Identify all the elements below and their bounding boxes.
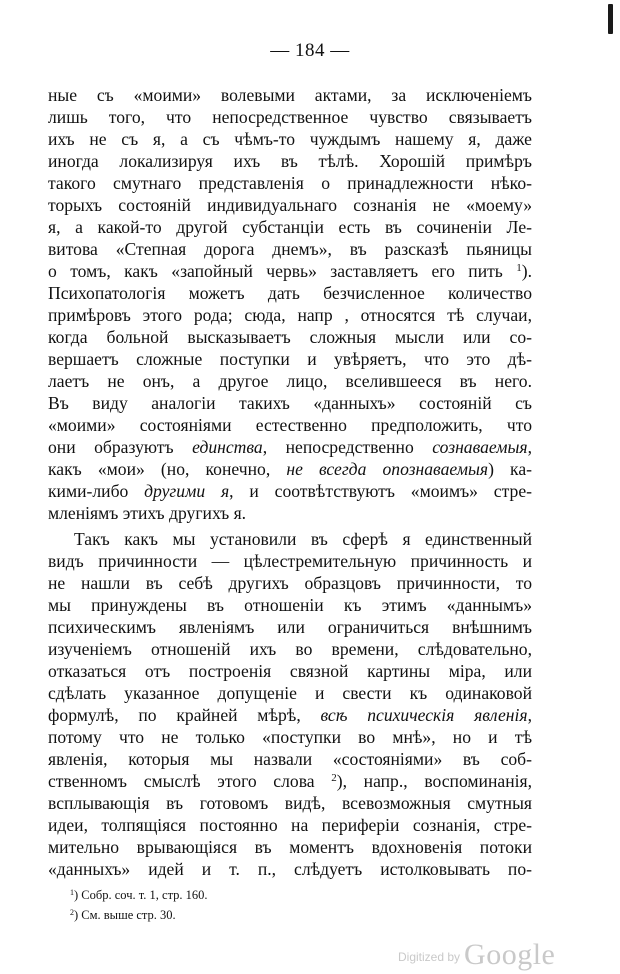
text-run: мленіямъ этихъ другихъ я.	[48, 503, 247, 523]
text-run: изученіемъ отношеній ихъ во времени, слѣдовательно,	[48, 639, 532, 659]
italic-run: сознаваемыя	[432, 437, 528, 457]
text-run: такого смутнаго представленія о принадлежности нѣко-	[48, 173, 532, 193]
text-line	[74, 528, 532, 550]
page-number: — 184 —	[270, 40, 350, 61]
page-edge-mark	[608, 4, 613, 34]
text-run: , и соотвѣтствуютъ «моимъ» стре-	[229, 481, 532, 501]
text-run: вершаетъ сложные поступки и увѣряетъ, что это дѣ-	[48, 349, 532, 369]
text-run: мительно врывающіяся въ моментъ вдохновенія потоки	[48, 837, 532, 857]
italic-run: единства	[192, 437, 263, 457]
footnote	[70, 907, 176, 923]
italic-run: не всегда опознаваемыя	[286, 459, 489, 479]
text-run: Психопатологія можетъ дать безчисленное количество	[48, 283, 532, 303]
text-run: ,	[527, 437, 533, 457]
text-run: явленія, которыя мы назвали «состояніями» въ соб-	[48, 749, 532, 769]
text-line	[48, 836, 532, 858]
text-run: когда больной высказываетъ сложныя мысли или со-	[48, 327, 532, 347]
text-run: идеи, толпящіяся постоянно на периферіи сознанія, стре-	[48, 815, 532, 835]
footnote-mark: 2	[70, 908, 74, 917]
italic-run: другими я	[144, 481, 230, 501]
text-line	[48, 150, 532, 172]
text-run: ) ка-	[488, 459, 532, 479]
text-run: ихъ не съ я, а съ чѣмъ-то чуждымъ нашему я, даже	[48, 129, 532, 149]
text-line	[48, 726, 532, 748]
text-run: примѣровъ этого рода; сюда, напр , относятся тѣ случаи,	[48, 305, 532, 325]
text-line	[48, 84, 532, 106]
text-run: ственномъ смыслѣ этого слова	[48, 771, 332, 791]
text-line	[48, 370, 532, 392]
footnote	[70, 887, 208, 903]
text-line	[48, 572, 532, 594]
text-run: ), напр., воспоминанія,	[336, 771, 532, 791]
text-line	[48, 792, 532, 814]
digitized-by-google-watermark	[398, 938, 555, 972]
text-line	[48, 638, 532, 660]
text-line	[48, 594, 532, 616]
text-line	[48, 748, 532, 770]
text-run: всплывающія въ готовомъ видѣ, всевозможныя смутныя	[48, 793, 532, 813]
text-run: Въ виду аналогіи такихъ «данныхъ» состояній съ	[48, 393, 532, 413]
text-line	[48, 436, 532, 458]
footnote-mark: 1	[70, 888, 74, 897]
text-line	[48, 128, 532, 150]
text-line	[48, 194, 532, 216]
footnote-text: ) См. выше стр. 30.	[74, 908, 176, 922]
text-run: ).	[521, 261, 532, 281]
text-run: какъ «мои» (но, конечно,	[48, 459, 287, 479]
text-line	[48, 550, 532, 572]
text-run: мы принуждены въ отношеніи къ этимъ «даннымъ»	[48, 595, 532, 615]
text-run: видъ причинности — цѣлестремительную причинность и	[48, 551, 532, 571]
footnote-ref: 1	[516, 262, 522, 274]
text-run: отказаться отъ построенія связной картины міра, или	[48, 661, 532, 681]
text-run: ные съ «моими» волевыми актами, за исключеніемъ	[48, 85, 532, 105]
text-run: сдѣлать указанное допущеніе и свести къ одинаковой	[48, 683, 532, 703]
google-logo: Google	[464, 938, 556, 971]
text-run: витова «Степная дорога днемъ», въ разсказѣ пьяницы	[48, 239, 532, 259]
text-run: они образуютъ	[48, 437, 193, 457]
text-line	[48, 704, 532, 726]
text-line	[48, 682, 532, 704]
text-run: о томъ, какъ «запойный червь» заставляетъ его пить	[48, 261, 517, 281]
text-line	[48, 770, 532, 792]
text-run: психическимъ явленіямъ или ограничиться внѣшнимъ	[48, 617, 532, 637]
text-run: «моими» состояніями естественно предположить, что	[48, 415, 532, 435]
text-run: не нашли въ себѣ другихъ образцовъ причинности, то	[48, 573, 532, 593]
text-run: формулѣ, по крайней мѣрѣ,	[48, 705, 321, 725]
text-run: ,	[527, 705, 532, 725]
text-line	[48, 238, 532, 260]
text-run: «данныхъ» идей и т. п., слѣдуетъ истолковывать по-	[48, 859, 532, 879]
text-run: потому что не только «поступки во мнѣ», но и тѣ	[48, 727, 532, 747]
text-run: иногда локализируя ихъ въ тѣлѣ. Хорошій примѣръ	[48, 151, 532, 171]
watermark-prefix: Digitized by	[398, 950, 461, 964]
text-run: торыхъ состояній индивидуальнаго сознанія не «моему»	[48, 195, 532, 215]
text-line	[48, 172, 532, 194]
text-line	[48, 326, 532, 348]
text-line	[48, 216, 532, 238]
text-line	[48, 814, 532, 836]
text-run: кими-либо	[48, 481, 145, 501]
text-line	[48, 282, 532, 304]
text-run: Такъ какъ мы установили въ сферѣ я единственный	[74, 529, 532, 549]
text-line	[48, 616, 532, 638]
footnote-ref: 2	[331, 772, 337, 784]
text-line	[48, 480, 532, 502]
text-line	[48, 260, 532, 282]
text-line	[48, 392, 532, 414]
text-run: , непосредственно	[262, 437, 433, 457]
text-line	[48, 858, 532, 880]
text-line	[48, 502, 532, 524]
text-line	[48, 304, 532, 326]
text-line	[48, 348, 532, 370]
text-line	[48, 106, 532, 128]
text-line	[48, 414, 532, 436]
text-run: я, а какой-то другой субстанціи есть въ сочиненіи Ле-	[48, 217, 532, 237]
text-line	[48, 660, 532, 682]
footnote-text: ) Собр. соч. т. 1, стр. 160.	[74, 888, 208, 902]
text-run: лаетъ не онъ, а другое лицо, вселившееся въ него.	[48, 371, 532, 391]
italic-run: всѣ психическія явленія	[320, 705, 528, 725]
text-line	[48, 458, 532, 480]
text-run: лишь того, что непосредственное чувство связываетъ	[48, 107, 532, 127]
